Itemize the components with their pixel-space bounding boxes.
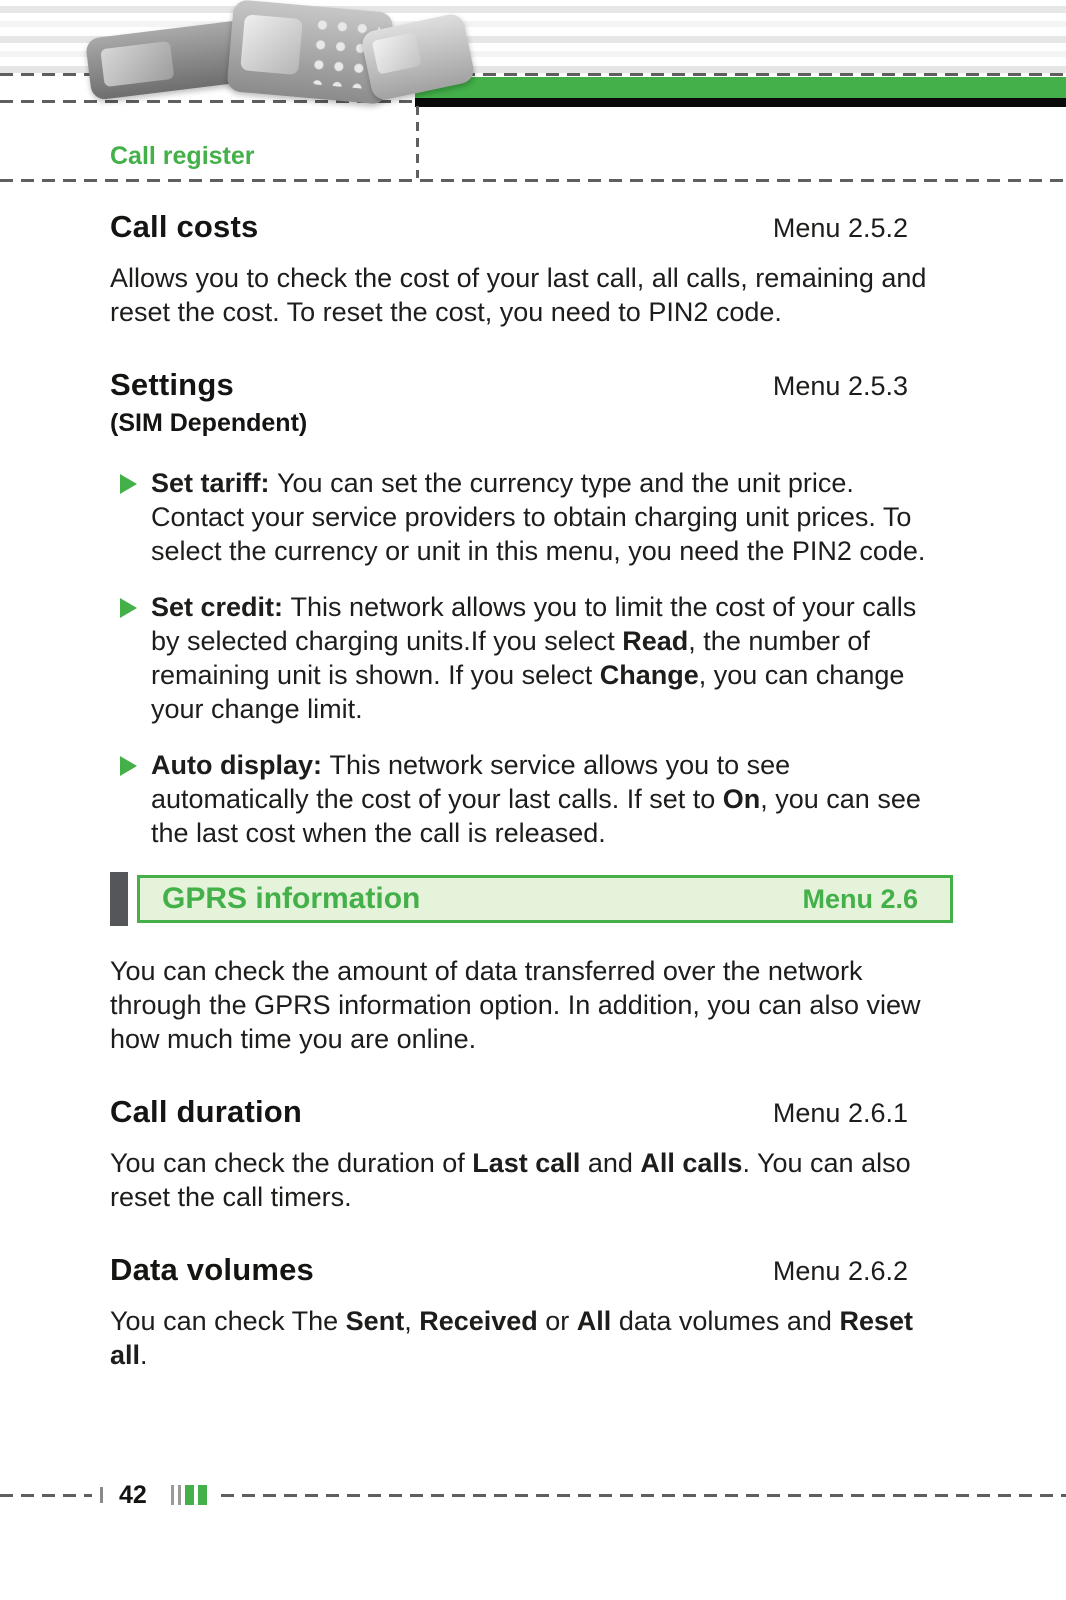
settings-menu-ref: Menu 2.5.3: [772, 371, 908, 401]
data-volumes-title: Data volumes: [110, 1252, 314, 1287]
data-volumes-menu-ref: Menu 2.6.2: [772, 1256, 908, 1286]
settings-title: Settings: [110, 367, 234, 402]
banner-accent-bar: [110, 872, 128, 926]
header-vertical-dashed-line: [416, 106, 419, 178]
gprs-body: You can check the amount of data transferred over the network through the GPRS information option. In addition, you can also view how much time you are online.: [110, 956, 921, 1054]
banner-box: [137, 875, 953, 923]
footer-thin-bar: [178, 1485, 181, 1505]
bullet-set-credit: [110, 590, 956, 726]
settings-heading-row: [110, 367, 956, 403]
call-duration-menu-ref: Menu 2.6.1: [772, 1098, 908, 1128]
footer-thin-bar: [171, 1485, 174, 1505]
call-costs-body: Allows you to check the cost of your last call, all calls, remaining and reset the cost. To reset the cost, you need to PIN2 code.: [110, 263, 927, 327]
call-costs-menu-ref: Menu 2.5.2: [772, 213, 908, 243]
footer-dashed-line-right: [221, 1494, 1066, 1497]
gprs-menu-ref: Menu 2.6: [802, 883, 918, 914]
page-content: [0, 183, 1066, 1372]
call-duration-heading-row: [110, 1094, 956, 1130]
footer-dashed-line-left: [0, 1494, 92, 1497]
bullet-auto-display-text: Auto display: This network service allows you to see automatically the cost of your last calls. If set to On, you can see the last cost when the call is released.: [151, 750, 921, 848]
page-footer: [0, 1480, 1066, 1510]
settings-subtitle: (SIM Dependent): [110, 409, 308, 437]
header-black-bar: [415, 98, 1066, 107]
footer-tick-mark: [100, 1487, 103, 1503]
bullet-set-tariff-text: Set tariff: You can set the currency type and the unit price. Contact your service providers to obtain charging unit prices. To select the currency or unit in this menu, you need the PIN2 code.: [151, 468, 926, 566]
bullet-arrow-icon: [120, 474, 137, 494]
call-costs-heading-row: [110, 209, 956, 245]
section-label: Call register: [110, 142, 255, 170]
bullet-set-tariff: [110, 466, 956, 568]
header-dashed-line-bottom: [0, 179, 1066, 182]
call-duration-title: Call duration: [110, 1094, 303, 1129]
bullet-arrow-icon: [120, 598, 137, 618]
gprs-section-banner: [110, 872, 953, 926]
data-volumes-body: You can check The Sent, Received or All data volumes and Reset all.: [110, 1306, 914, 1370]
footer-green-bar: [198, 1485, 207, 1505]
phones-collage-image: [80, 0, 470, 112]
page-header: [0, 0, 1066, 183]
gprs-title: GPRS information: [162, 882, 421, 915]
footer-green-bar: [185, 1485, 194, 1505]
call-costs-title: Call costs: [110, 209, 259, 244]
data-volumes-heading-row: [110, 1252, 956, 1288]
page-number: 42: [119, 1480, 147, 1509]
header-green-bar: [415, 77, 1066, 98]
bullet-auto-display: [110, 748, 956, 850]
bullet-arrow-icon: [120, 756, 137, 776]
bullet-set-credit-text: Set credit: This network allows you to limit the cost of your calls by selected charging units.If you select Read, the number of remaining unit is shown. If you select Change, you can change your change limit.: [151, 592, 917, 724]
call-duration-body: You can check the duration of Last call and All calls. You can also reset the call timers.: [110, 1148, 911, 1212]
footer-bar-marks-icon: [171, 1485, 207, 1505]
